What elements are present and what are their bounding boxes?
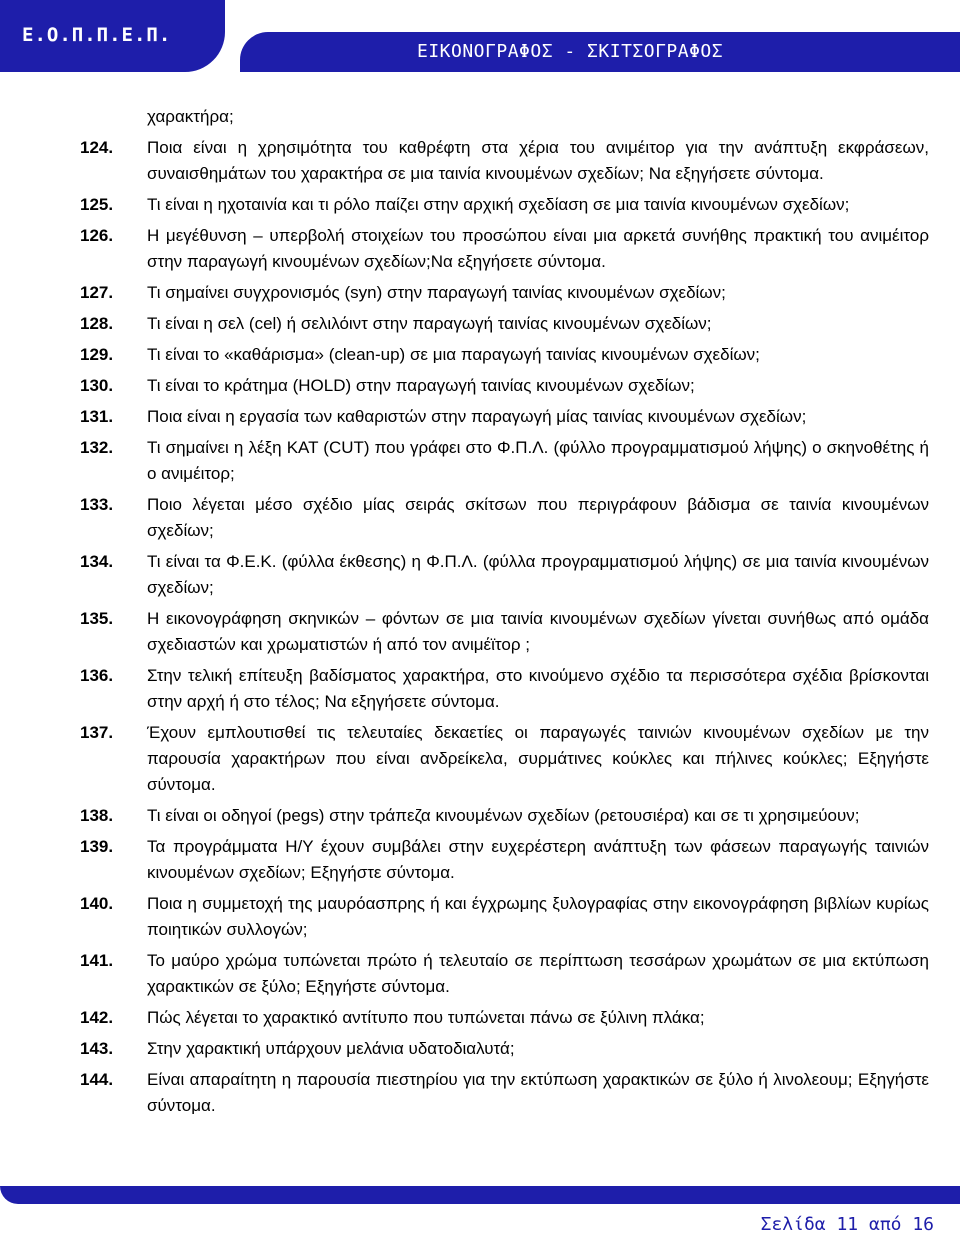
question-number: 133. xyxy=(80,495,114,514)
question-number: 127. xyxy=(80,283,114,302)
question-number: 126. xyxy=(80,226,114,245)
question-text: Ποια είναι η εργασία των καθαριστών στην παραγωγή μίας ταινίας κινουμένων σχεδίων; xyxy=(147,407,807,426)
question-item xyxy=(0,192,960,218)
question-item xyxy=(0,135,960,187)
question-text: Τι είναι οι οδηγοί (pegs) στην τράπεζα κινουμένων σχεδίων (ρετουσιέρα) και σε τι χρησιμεύουν; xyxy=(147,806,860,825)
question-text: Ποιο λέγεται μέσο σχέδιο μίας σειράς σκίτσων που περιγράφουν βάδισμα σε ταινία κινουμένων σχεδίων; xyxy=(147,495,929,540)
question-number: 132. xyxy=(80,438,114,457)
question-text: Πώς λέγεται το χαρακτικό αντίτυπο που τυπώνεται πάνω σε ξύλινη πλάκα; xyxy=(147,1008,705,1027)
organization-label: Ε.Ο.Π.Π.Ε.Π. xyxy=(22,24,172,46)
question-text: Ποια είναι η χρησιμότητα του καθρέφτη στα χέρια του ανιμέιτορ για την ανάπτυξη εκφράσεων, συναισθημάτων του χαρακτήρα σε μια ταινία κινουμένων σχεδίων; Να εξηγήσετε σύντομα. xyxy=(147,138,929,183)
question-number: 134. xyxy=(80,552,114,571)
question-text: Τα προγράμματα Η/Υ έχουν συμβάλει στην ευχερέστερη ανάπτυξη των φάσεων παραγωγής ταινιών κινουμένων σχεδίων; Εξηγήστε σύντομα. xyxy=(147,837,929,882)
question-item xyxy=(0,342,960,368)
question-number: 131. xyxy=(80,407,114,426)
question-number: 135. xyxy=(80,609,114,628)
page-number: Σελίδα 11 από 16 xyxy=(760,1214,934,1235)
question-number: 136. xyxy=(80,666,114,685)
question-text: Τι είναι το κράτημα (HOLD) στην παραγωγή ταινίας κινουμένων σχεδίων; xyxy=(147,376,695,395)
question-number: 129. xyxy=(80,345,114,364)
question-item xyxy=(0,404,960,430)
question-item xyxy=(0,311,960,337)
question-text: Τι είναι η ηχοταινία και τι ρόλο παίζει στην αρχική σχεδίαση σε μια ταινία κινουμένων σχεδίων; xyxy=(147,195,850,214)
question-text: Ποια η συμμετοχή της μαυρόασπρης ή και έγχρωμης ξυλογραφίας στην εικονογράφηση βιβλίων κυρίως ποιητικών συλλογών; xyxy=(147,894,929,939)
question-item xyxy=(0,1036,960,1062)
page-header xyxy=(0,0,960,72)
question-number: 137. xyxy=(80,723,114,742)
question-text: Τι είναι το «καθάρισμα» (clean-up) σε μια παραγωγή ταινίας κινουμένων σχεδίων; xyxy=(147,345,760,364)
question-item xyxy=(0,803,960,829)
question-text: Τι σημαίνει η λέξη ΚΑΤ (CUT) που γράφει στο Φ.Π.Λ. (φύλλο προγραμματισμού λήψης) ο σκηνοθέτης ή ο ανιμέιτορ; xyxy=(147,438,929,483)
footer-bar xyxy=(0,1186,960,1204)
question-number: 142. xyxy=(80,1008,114,1027)
question-text: Η μεγέθυνση – υπερβολή στοιχείων του προσώπου είναι μια αρκετά συνήθης πρακτική του ανιμέιτορ στην παραγωγή κινουμένων σχεδίων;Να εξηγήσετε σύντομα. xyxy=(147,226,929,271)
question-item xyxy=(0,606,960,658)
question-text: Στην χαρακτική υπάρχουν μελάνια υδατοδιαλυτά; xyxy=(147,1039,515,1058)
question-number: 138. xyxy=(80,806,114,825)
question-number: 141. xyxy=(80,951,114,970)
question-item xyxy=(0,834,960,886)
question-item xyxy=(0,663,960,715)
question-number: 130. xyxy=(80,376,114,395)
question-item xyxy=(0,492,960,544)
question-item xyxy=(0,280,960,306)
page-footer xyxy=(0,1186,960,1258)
question-item xyxy=(0,948,960,1000)
question-text: Είναι απαραίτητη η παρουσία πιεστηρίου για την εκτύπωση χαρακτικών σε ξύλο ή λινολεουμ; Εξηγήστε σύντομα. xyxy=(147,1070,929,1115)
question-number: 128. xyxy=(80,314,114,333)
question-text: Τι σημαίνει συγχρονισμός (syn) στην παραγωγή ταινίας κινουμένων σχεδίων; xyxy=(147,283,726,302)
question-number: 125. xyxy=(80,195,114,214)
question-item xyxy=(0,1067,960,1119)
question-list xyxy=(0,104,960,1124)
question-text: Έχουν εμπλουτισθεί τις τελευταίες δεκαετίες οι παραγωγές ταινιών κινουμένων σχεδίων με την παρουσία χαρακτήρων που είναι ανδρείκελα, συρμάτινες κούκλες και πήλινες κούκλες; Εξηγήστε σύντομα. xyxy=(147,723,929,794)
question-item xyxy=(0,720,960,798)
question-text: Τι είναι τα Φ.Ε.Κ. (φύλλα έκθεσης) η Φ.Π.Λ. (φύλλα προγραμματισμού λήψης) σε μια ταινία κινουμένων σχεδίων; xyxy=(147,552,929,597)
question-item xyxy=(0,891,960,943)
question-text: Τι είναι η σελ (cel) ή σελιλόιντ στην παραγωγή ταινίας κινουμένων σχεδίων; xyxy=(147,314,712,333)
question-item xyxy=(0,549,960,601)
question-number: 124. xyxy=(80,138,114,157)
question-text: Στην τελική επίτευξη βαδίσματος χαρακτήρα, στο κινούμενο σχέδιο τα περισσότερα σχέδια βρίσκονται στην αρχή ή στο τέλος; Να εξηγήσετε σύντομα. xyxy=(147,666,929,711)
question-number: 144. xyxy=(80,1070,114,1089)
continuation-text: χαρακτήρα; xyxy=(147,107,234,126)
question-number: 140. xyxy=(80,894,114,913)
question-item xyxy=(0,1005,960,1031)
question-item xyxy=(0,223,960,275)
question-text: Η εικονογράφηση σκηνικών – φόντων σε μια ταινία κινουμένων σχεδίων γίνεται συνήθως από ομάδα σχεδιαστών και χρωματιστών ή από τον ανιμέϊτορ ; xyxy=(147,609,929,654)
question-item xyxy=(0,435,960,487)
question-item xyxy=(0,373,960,399)
question-number: 143. xyxy=(80,1039,114,1058)
question-number: 139. xyxy=(80,837,114,856)
document-title: ΕΙΚΟΝΟΓΡΑΦΟΣ - ΣΚΙΤΣΟΓΡΑΦΟΣ xyxy=(417,41,724,62)
question-text: Το μαύρο χρώμα τυπώνεται πρώτο ή τελευταίο σε περίπτωση τεσσάρων χρωμάτων σε μια εκτύπωση χαρακτικών σε ξύλο; Εξηγήστε σύντομα. xyxy=(147,951,929,996)
